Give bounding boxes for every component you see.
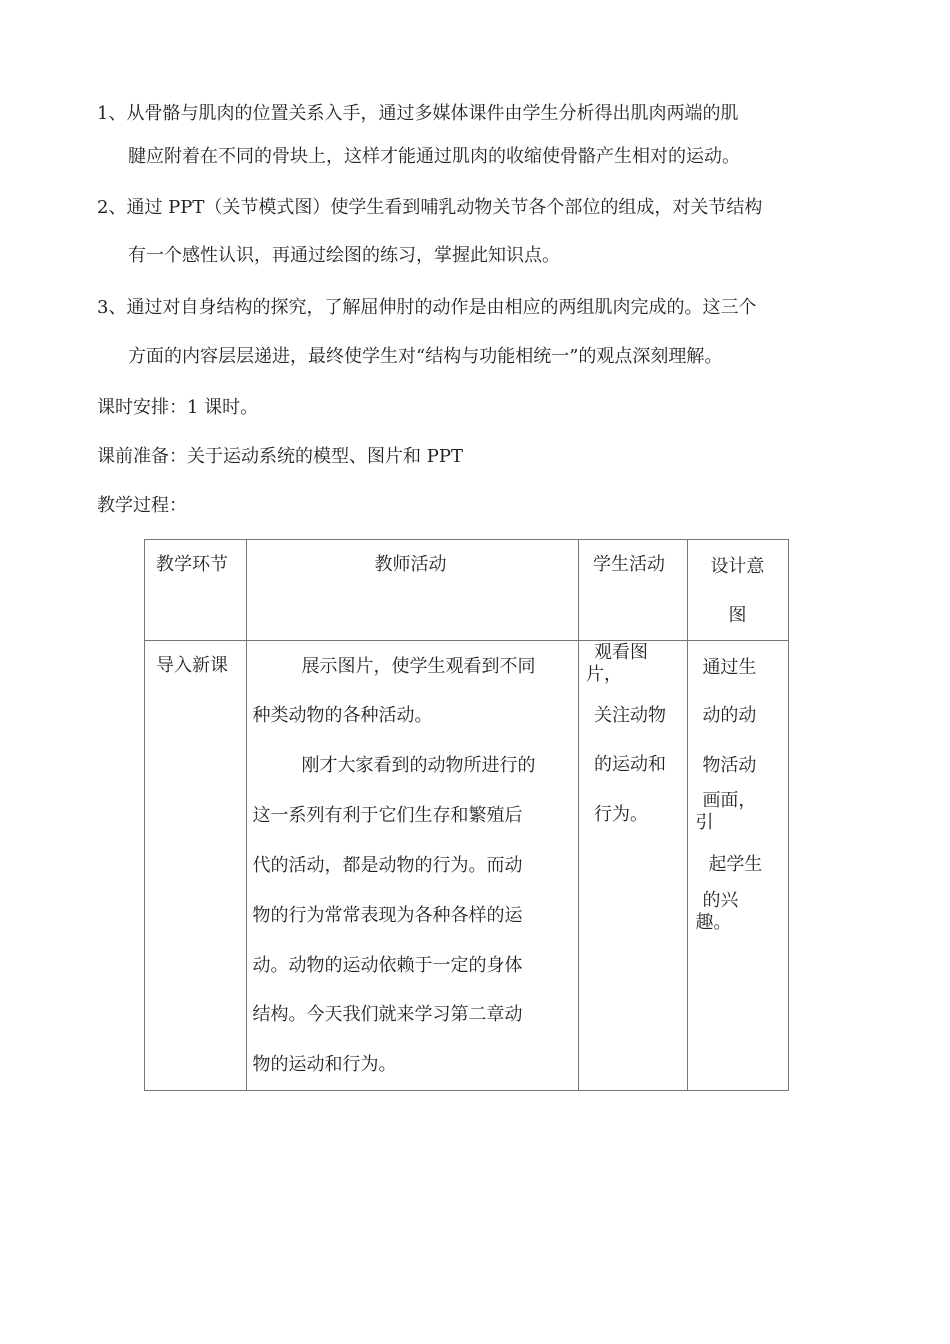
header-design-line-2: 图 — [728, 605, 747, 626]
process-heading: 教学过程： — [97, 495, 187, 516]
schedule-line: 课时安排：1 课时。 — [97, 397, 259, 418]
student-cell — [578, 641, 687, 1091]
header-teacher-cell — [246, 540, 578, 641]
lesson-table — [144, 539, 789, 1091]
teacher-cell — [246, 641, 578, 1091]
student-line-2: 片， — [585, 664, 622, 685]
student-line-5: 行为。 — [593, 804, 648, 825]
design-cell — [688, 641, 789, 1091]
paragraph-1-line-1: 1、从骨骼与肌肉的位置关系入手，通过多媒体课件由学生分析得出肌肉两端的肌 — [97, 103, 739, 124]
teacher-line-8: 结构。今天我们就来学习第二章动 — [252, 1004, 523, 1025]
design-line-2: 动的动 — [702, 705, 757, 726]
design-line-7: 的兴 — [702, 890, 739, 911]
stage-cell — [145, 641, 247, 1091]
stage-text: 导入新课 — [156, 655, 228, 676]
paragraph-2-line-2: 有一个感性认识，再通过绘图的练习，掌握此知识点。 — [128, 245, 560, 266]
design-line-5: 引 — [695, 812, 714, 833]
table-header-row — [145, 540, 789, 641]
design-line-1: 通过生 — [702, 657, 757, 678]
teacher-line-6: 物的行为常常表现为各种各样的运 — [252, 905, 523, 926]
teacher-line-2: 种类动物的各种活动。 — [252, 705, 433, 726]
design-line-6: 起学生 — [708, 854, 763, 875]
teacher-line-4: 这一系列有利于它们生存和繁殖后 — [252, 805, 523, 826]
teacher-line-9: 物的运动和行为。 — [252, 1054, 397, 1075]
header-student: 学生活动 — [592, 554, 665, 575]
design-line-3: 物活动 — [702, 755, 757, 776]
teacher-line-7: 动。动物的运动依赖于一定的身体 — [252, 955, 523, 976]
header-design-cell — [688, 540, 789, 641]
teacher-line-1: 展示图片，使学生观看到不同 — [301, 656, 536, 677]
table-row — [145, 641, 789, 1091]
student-line-4: 的运动和 — [593, 754, 666, 775]
preparation-line: 课前准备：关于运动系统的模型、图片和 PPT — [97, 446, 463, 467]
paragraph-3-line-2: 方面的内容层层递进，最终使学生对“结构与功能相统一”的观点深刻理解。 — [128, 346, 723, 367]
student-line-3: 关注动物 — [593, 705, 666, 726]
header-stage: 教学环节 — [156, 554, 228, 575]
header-design-line-1: 设计意 — [710, 556, 765, 577]
paragraph-3-line-1: 3、通过对自身结构的探究，了解屈伸肘的动作是由相应的两组肌肉完成的。这三个 — [97, 297, 757, 318]
teacher-line-3: 刚才大家看到的动物所进行的 — [301, 755, 536, 776]
student-line-1: 观看图 — [593, 642, 648, 663]
header-teacher: 教师活动 — [374, 554, 447, 575]
header-student-cell — [578, 540, 687, 641]
teacher-line-5: 代的活动，都是动物的行为。而动 — [252, 855, 523, 876]
paragraph-2-line-1: 2、通过 PPT（关节模式图）使学生看到哺乳动物关节各个部位的组成，对关节结构 — [97, 197, 763, 218]
design-line-4: 画面， — [702, 790, 757, 811]
paragraph-1-line-2: 腱应附着在不同的骨块上，这样才能通过肌肉的收缩使骨骼产生相对的运动。 — [128, 146, 740, 167]
design-line-8: 趣。 — [695, 912, 732, 933]
header-stage-cell — [145, 540, 247, 641]
